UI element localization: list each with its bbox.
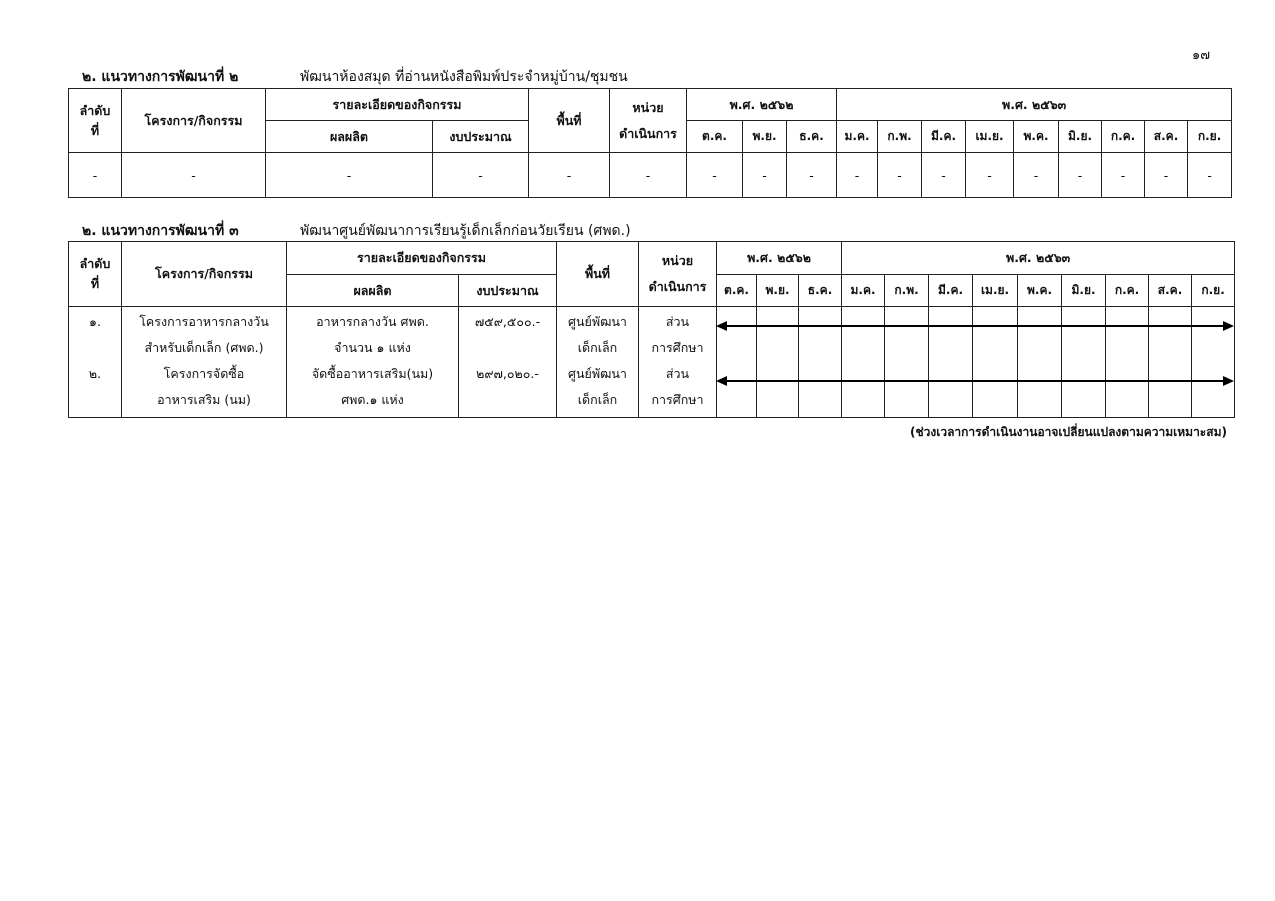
spacer	[69, 335, 121, 361]
row2-budget: ๒๙๗,๐๒๐.-	[476, 366, 539, 381]
seq-header-line1: ลำดับ	[79, 256, 111, 271]
col-area-header: พื้นที่	[557, 242, 639, 307]
col-budget-header: งบประมาณ	[459, 275, 557, 307]
col-output-header: ผลผลิต	[266, 121, 433, 153]
month-header: ก.ย.	[1188, 121, 1232, 153]
empty-cell: -	[69, 153, 122, 198]
unit-header-line2: ดำเนินการ	[619, 125, 677, 141]
row1-project-line2: สำหรับเด็กเล็ก (ศพด.)	[144, 340, 264, 355]
year2-header: พ.ศ. ๒๕๖๓	[842, 242, 1235, 275]
col-output-header: ผลผลิต	[287, 275, 459, 307]
row1-no: ๑.	[89, 314, 101, 329]
row2-output-line1: จัดซื้ออาหารเสริม(นม)	[311, 366, 434, 381]
month-header: เม.ย.	[973, 275, 1018, 307]
month-header: ส.ค.	[1145, 121, 1188, 153]
row2-project-line2: อาหารเสริม (นม)	[157, 392, 251, 407]
row1-area-line1: ศูนย์พัฒนา	[568, 314, 627, 329]
row1-output-line2: จำนวน ๑ แห่ง	[334, 340, 411, 355]
col-details-header: รายละเอียดของกิจกรรม	[287, 242, 557, 275]
row2-no: ๒.	[88, 366, 102, 381]
project-cell	[122, 307, 287, 418]
seq-header-line2: ที่	[90, 122, 100, 138]
empty-cell: -	[687, 153, 743, 198]
col-budget-header: งบประมาณ	[433, 121, 529, 153]
empty-cell: -	[610, 153, 687, 198]
output-cell	[287, 307, 459, 418]
month-header: มี.ค.	[922, 121, 966, 153]
spacer	[459, 335, 556, 361]
unit-header-line2: ดำเนินการ	[648, 279, 707, 294]
month-header: เม.ย.	[966, 121, 1014, 153]
month-header: พ.ค.	[1018, 275, 1062, 307]
empty-cell: -	[266, 153, 433, 198]
row2-output-line2: ศพด.๑ แห่ง	[341, 392, 404, 407]
year1-header: พ.ศ. ๒๕๖๒	[687, 89, 837, 121]
empty-cell: -	[122, 153, 266, 198]
month-header: ก.ค.	[1106, 275, 1149, 307]
empty-cell: -	[787, 153, 837, 198]
month-header: ส.ค.	[1149, 275, 1192, 307]
col-seq-header	[69, 89, 122, 153]
year2-header: พ.ศ. ๒๕๖๓	[837, 89, 1232, 121]
row1-area-line2: เด็กเล็ก	[577, 340, 618, 355]
seq-cell	[69, 307, 122, 418]
month-header: ก.พ.	[885, 275, 929, 307]
empty-cell: -	[878, 153, 922, 198]
unit-cell	[639, 307, 717, 418]
double-arrow-icon	[716, 320, 1234, 332]
month-header: มิ.ย.	[1062, 275, 1106, 307]
empty-cell: -	[743, 153, 787, 198]
col-area-header: พื้นที่	[529, 89, 610, 153]
col-unit-header	[610, 89, 687, 153]
row2-area-line2: เด็กเล็ก	[577, 392, 618, 407]
month-header: ธ.ค.	[787, 121, 837, 153]
row2-project-line1: โครงการจัดซื้อ	[163, 366, 245, 381]
month-header: ต.ค.	[687, 121, 743, 153]
unit-header-line1: หน่วย	[632, 99, 664, 115]
empty-cell: -	[1059, 153, 1102, 198]
section2-label: ๒. แนวทางการพัฒนาที่ ๓	[82, 223, 239, 239]
month-header: มี.ค.	[929, 275, 973, 307]
empty-cell: -	[837, 153, 878, 198]
section1-label: ๒. แนวทางการพัฒนาที่ ๒	[82, 69, 239, 85]
year1-header: พ.ศ. ๒๕๖๒	[717, 242, 842, 275]
col-details-header: รายละเอียดของกิจกรรม	[266, 89, 529, 121]
area-cell	[557, 307, 639, 418]
month-header: ม.ค.	[837, 121, 878, 153]
row2-timeline-arrow	[716, 375, 1234, 387]
row1-unit-line2: การศึกษา	[651, 340, 704, 355]
section1-description: พัฒนาห้องสมุด ที่อ่านหนังสือพิมพ์ประจำหมู่บ้าน/ชุมชน	[300, 69, 628, 85]
month-header: มิ.ย.	[1059, 121, 1102, 153]
month-header: ม.ค.	[842, 275, 885, 307]
month-header: ต.ค.	[717, 275, 757, 307]
empty-cell: -	[1102, 153, 1145, 198]
section1-heading	[82, 66, 628, 88]
row2-area-line1: ศูนย์พัฒนา	[568, 366, 627, 381]
section2-description: พัฒนาศูนย์พัฒนาการเรียนรู้เด็กเล็กก่อนวัยเรียน (ศพด.)	[300, 223, 631, 239]
empty-cell: -	[922, 153, 966, 198]
month-header: พ.ย.	[743, 121, 787, 153]
col-project-header: โครงการ/กิจกรรม	[122, 242, 287, 307]
row1-project-line1: โครงการอาหารกลางวัน	[139, 314, 269, 329]
empty-cell: -	[433, 153, 529, 198]
empty-cell: -	[1014, 153, 1059, 198]
section1-table	[68, 88, 1232, 198]
row1-unit-line1: ส่วน	[665, 314, 690, 329]
seq-header-line1: ลำดับ	[79, 102, 111, 118]
page-number: ๑๗	[1192, 48, 1211, 63]
double-arrow-icon	[716, 375, 1234, 387]
empty-cell: -	[529, 153, 610, 198]
month-header: พ.ค.	[1014, 121, 1059, 153]
month-header: ก.พ.	[878, 121, 922, 153]
table-row	[69, 153, 1232, 198]
budget-cell	[459, 307, 557, 418]
row1-output-line1: อาหารกลางวัน ศพด.	[316, 314, 429, 329]
month-header: ก.ค.	[1102, 121, 1145, 153]
month-header: ก.ย.	[1192, 275, 1235, 307]
section2-heading	[82, 220, 631, 242]
row2-unit-line2: การศึกษา	[651, 392, 704, 407]
month-header: ธ.ค.	[799, 275, 842, 307]
empty-cell: -	[1145, 153, 1188, 198]
empty-cell: -	[1188, 153, 1232, 198]
col-project-header: โครงการ/กิจกรรม	[122, 89, 266, 153]
col-unit-header	[639, 242, 717, 307]
col-seq-header	[69, 242, 122, 307]
row1-budget: ๗๕๙,๕๐๐.-	[474, 314, 541, 329]
empty-cell: -	[966, 153, 1014, 198]
month-header: พ.ย.	[757, 275, 799, 307]
row2-unit-line1: ส่วน	[665, 366, 690, 381]
seq-header-line2: ที่	[90, 276, 100, 291]
timing-note: (ช่วงเวลาการดำเนินงานอาจเปลี่ยนแปลงตามความเหมาะสม)	[910, 425, 1227, 439]
row1-timeline-arrow	[716, 320, 1234, 332]
unit-header-line1: หน่วย	[661, 253, 694, 268]
